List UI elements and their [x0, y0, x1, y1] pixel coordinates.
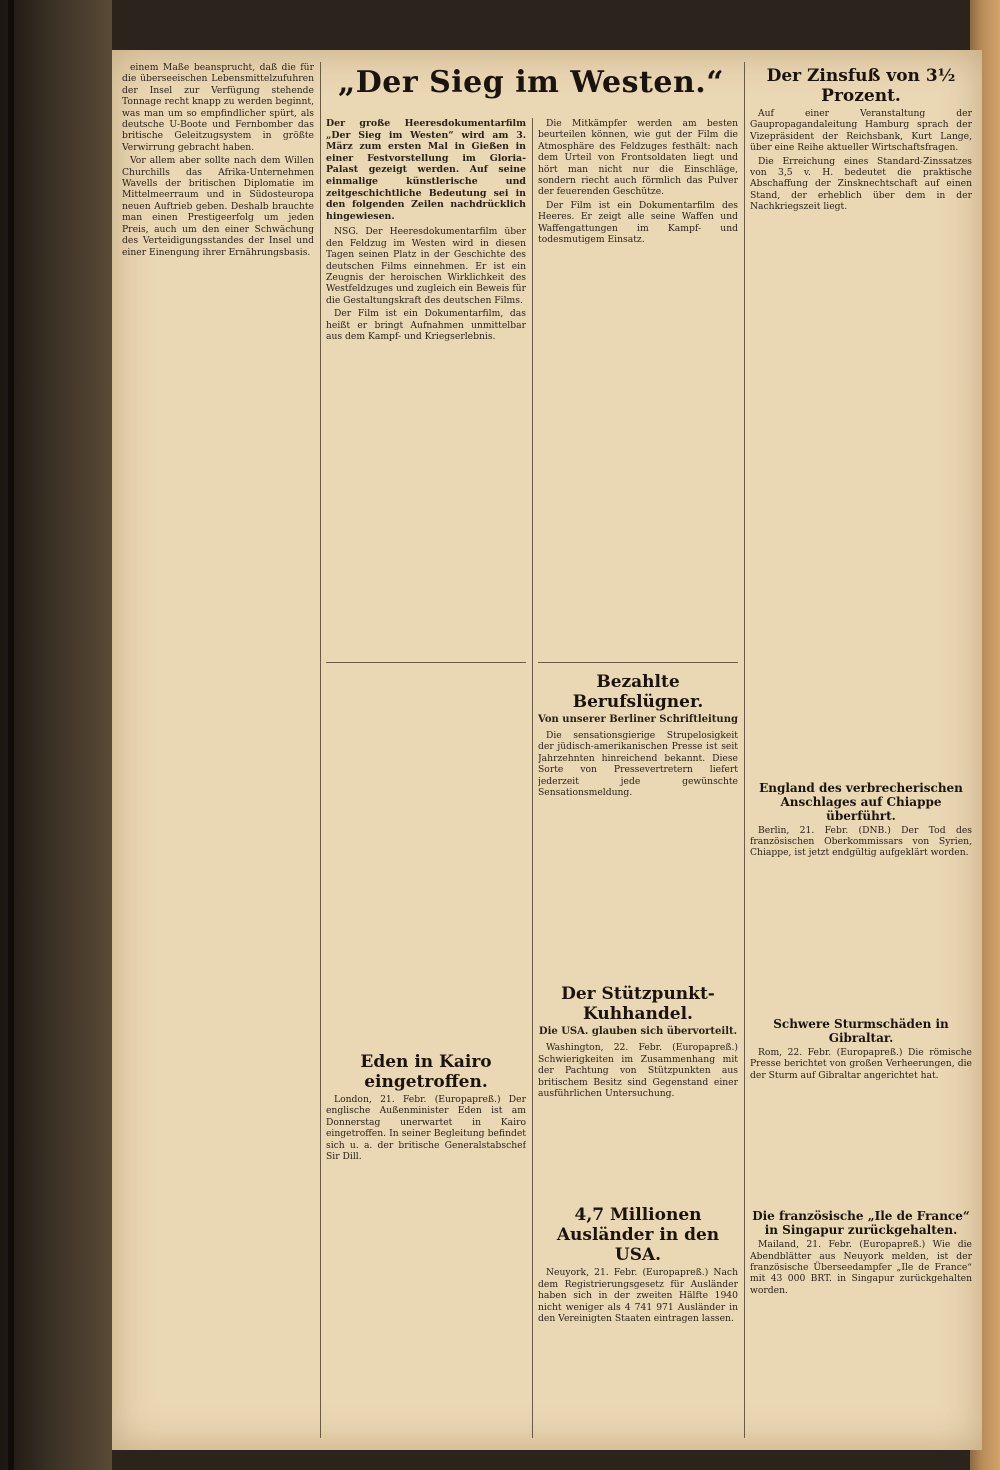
col4-spacer-1	[750, 215, 972, 775]
headline-block	[326, 62, 736, 122]
column-3-article	[538, 118, 738, 658]
subhead-berliner-schriftleitung: Von unserer Berliner Schriftleitung	[538, 714, 738, 725]
col4-spacer-2	[750, 861, 972, 1011]
book-spine	[8, 0, 14, 1470]
col3-spacer-1	[538, 800, 738, 980]
headline-stuetzpunkt-kuhhandel: Der Stützpunkt-Kuhhandel.	[561, 984, 715, 1025]
col3-spacer-2	[538, 1101, 738, 1201]
headline-eden-kairo: Eden in Kairo eingetroffen.	[360, 1052, 492, 1092]
column-3-lower	[538, 668, 738, 1438]
column-rule	[744, 62, 745, 1438]
headline-sturmschaeden-gibraltar: Schwere Sturmschäden in Gibraltar.	[773, 1016, 949, 1045]
col1-paragraph-2: Vor allem aber sollte nach dem Willen Churchills das Afrika-Unternehmen Wavells der britischen Diplomatie im Mittelmeerraum und in Südosteuropa neuen Auftrieb geben. Deshalb brauchte man einen Prestigeerfolg um jeden Preis, auch um den einer Schwächung des Verteidigungsstandes der Insel und einer Einengung ihrer Ernährungsbasis.	[122, 155, 314, 258]
col4-paragraph-1: Auf einer Veranstaltung der Gaupropagandaleitung Hamburg sprach der Vizepräsident der Reichsbank, Kurt Lange, über eine Reihe aktueller Wirtschaftsfragen.	[750, 108, 972, 154]
section-rule	[326, 662, 526, 663]
col4-paragraph-4: Rom, 22. Febr. (Europapreß.) Die römische Presse berichtet von großen Verheerungen, die der Sturm auf Gibraltar angerichtet hat.	[750, 1046, 972, 1081]
col3-paragraph-2: Der Film ist ein Dokumentarfilm des Heeres. Er zeigt alle seine Waffen und Waffengattungen im Kampf- und todesmutigem Einsatz.	[538, 199, 738, 246]
col4-paragraph-5: Mailand, 21. Febr. (Europapreß.) Wie die Abendblätter aus Neuyork melden, ist der französische Überseedampfer „Ile de France“ mit 43 000 BRT. in Singapur zurückgehalten worden.	[750, 1239, 972, 1296]
col3b-paragraph-1: Die sensationsgierige Strupelosigkeit der jüdisch-amerikanischen Presse ist seit Jahrzehnten hinreichend bekannt. Diese Sorte von Pressevertretern liefert jederzeit jede gewünschte Sensationsmeldung.	[538, 730, 738, 799]
scan-background-left	[0, 0, 112, 1470]
headline-berufsluegner: Bezahlte Berufslügner.	[572, 672, 704, 712]
newspaper-page	[112, 50, 982, 1450]
col4-spacer-3	[750, 1083, 972, 1203]
col2b-paragraph-1: London, 21. Febr. (Europapreß.) Der englische Außenminister Eden ist am Donnerstag unerwartet in Kairo eingetroffen. In seiner Begleitung befindet sich u. a. der britische Generalstabschef Sir Dill.	[326, 1094, 526, 1163]
col3b-paragraph-2: Washington, 22. Febr. (Europapreß.) Schwierigkeiten im Zusammenhang mit der Pachtung von Stützpunkten aus britischem Besitz sind Gegenstand einer ausführlichen Untersuchung.	[538, 1042, 738, 1100]
column-rule	[532, 118, 533, 1438]
column-4	[750, 62, 972, 1438]
col2-paragraph-1: NSG. Der Heeresdokumentarfilm über den Feldzug im Westen wird in diesen Tagen seinen Platz in der Geschichte des deutschen Films einnehmen. Er ist ein Zeugnis der heroischen Wirklichkeit des Westfeldzuges und zugleich ein Beweis für die Gestaltungskraft des deutschen Films.	[326, 226, 526, 306]
col3-paragraph-1: Die Mitkämpfer werden am besten beurteilen können, wie gut der Film die Atmosphäre des Feldzuges festhält: nach dem Urteil von Frontsoldaten liegt und hört man nicht nur die Einschläge, sondern riecht auch förmlich das Pulver der feuerenden Geschütze.	[538, 118, 738, 198]
col2-lower-spacer	[326, 668, 526, 1048]
headline-millionen-auslaender: 4,7 Millionen Ausländer in den USA.	[556, 1205, 720, 1266]
headline-ile-de-france: Die französische „Ile de France“ in Singapur zurückgehalten.	[752, 1209, 970, 1238]
column-1	[122, 62, 314, 1438]
column-2-lower	[326, 668, 526, 1438]
column-2-article	[326, 118, 526, 638]
col3b-paragraph-3: Neuyork, 21. Febr. (Europapreß.) Nach dem Registrierungsgesetz für Ausländer haben sich in der zweiten Hälfte 1940 nicht weniger als 4 741 971 Ausländer in den Vereinigten Staaten eintragen lassen.	[538, 1267, 738, 1325]
headline-sieg-im-westen: „Der Sieg im Westen.“	[338, 65, 724, 100]
col2-paragraph-2: Der Film ist ein Dokumentarfilm, das heißt er bringt Aufnahmen unmittelbar aus dem Kampf- und Kriegserlebnis.	[326, 308, 526, 342]
col1-paragraph-1: einem Maße beansprucht, daß die für die überseeischen Lebensmittelzufuhren der Insel zur Verfügung stehende Tonnage recht knapp zu werden beginnt, was man um so empfindlicher spürt, als deutsche U-Boote und Fernbomber das britische Geleitzugsystem in größte Verwirrung gebracht haben.	[122, 62, 314, 153]
headline-zinsfuss: Der Zinsfuß von 3½ Prozent.	[766, 66, 956, 106]
article-lead: Der große Heeresdokumentarfilm „Der Sieg im Westen“ wird am 3. März zum ersten Mal in Gießen in einer Festvorstellung im Gloria-Palast gezeigt werden. Auf seine einmalige künstlerische und zeitgeschichtliche Bedeutung sei in den folgenden Zeilen nachdrücklich hingewiesen.	[326, 118, 526, 222]
subhead-usa-uebervorteilt: Die USA. glauben sich übervorteilt.	[538, 1026, 738, 1038]
col4-paragraph-2: Die Erreichung eines Standard-Zinssatzes von 3,5 v. H. bedeutet die praktische Abschaffung der Zinsknechtschaft auf einen Stand, der erheblich über dem in der Nachkriegszeit liegt.	[750, 155, 972, 213]
headline-chiappe: England des verbrecherischen Anschlages auf Chiappe überführt.	[759, 780, 963, 823]
col4-paragraph-3: Berlin, 21. Febr. (DNB.) Der Tod des französischen Oberkommissars von Syrien, Chiappe, ist jetzt endgültig aufgeklärt worden.	[750, 824, 972, 859]
section-rule	[538, 662, 738, 663]
column-rule	[320, 62, 321, 1438]
